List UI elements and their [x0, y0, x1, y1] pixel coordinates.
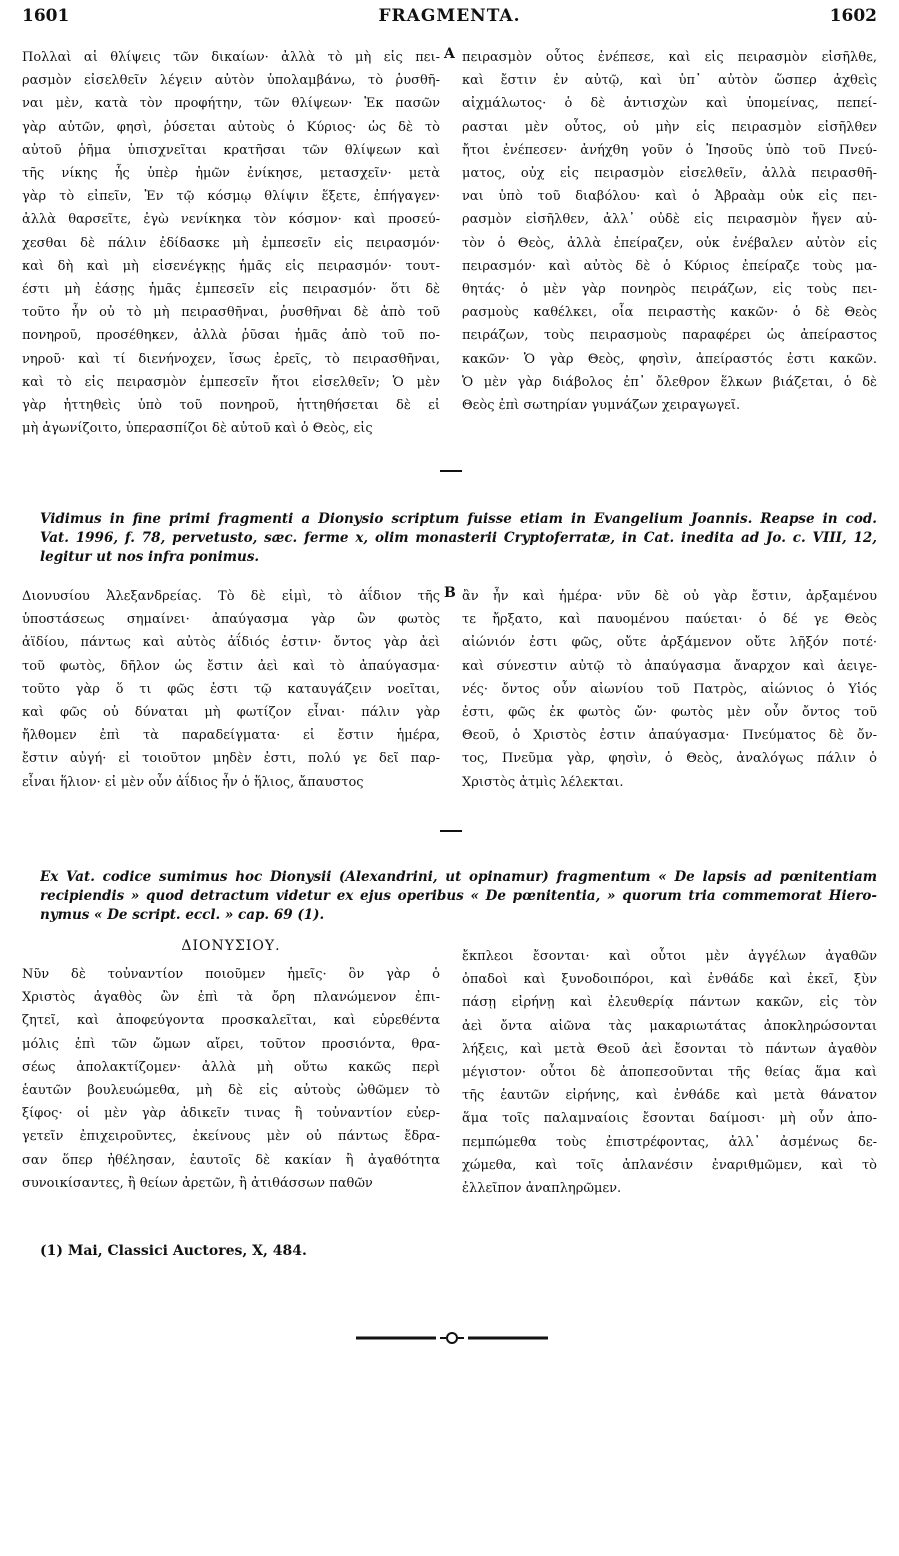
- text-line: πάσῃ εἰρήνῃ καὶ ἐλευθερίᾳ πάντων κακῶν, εἰς τὸν: [462, 995, 877, 1011]
- section-rule-1: [440, 470, 462, 472]
- text-line: ρασμοὺς καθέλκει, οἷα πειραστὴς κακῶν· ὁ δὲ Θεὸς: [462, 305, 877, 321]
- text-line: σέως ἀπολακτίζομεν· ἀλλὰ μὴ οὕτω κακῶς περὶ: [22, 1059, 440, 1075]
- page-number-right: 1602: [829, 6, 877, 26]
- text-line: Νῦν δὲ τοὐναντίον ποιοῦμεν ἡμεῖς· ὃν γὰρ ὁ: [22, 967, 440, 982]
- block2-right-column: [462, 585, 877, 794]
- text-line: τῆς νίκης ἧς ὑπὲρ ἡμῶν ἐνίκησε, μετασχεῖν· μετὰ: [22, 166, 440, 182]
- text-line: Χριστὸς ἀγαθὸς ὢν ἐπὶ τὰ ὄρη πλανώμενον ἐπι-: [22, 990, 440, 1006]
- text-line: ἀεὶ ὄντα αἰῶνα τὰς μακαριωτάτας ἀποκληρώσονται: [462, 1018, 877, 1034]
- text-line: λήξεις, καὶ μετὰ Θεοῦ ἀεὶ ἔσονται τὸ πάντων ἀγαθὸν: [462, 1041, 877, 1057]
- text-line: ὑποστάσεως σημαίνει· ἀπαύγασμα γὰρ ὢν φωτὸς: [22, 612, 440, 628]
- text-line: ἑαυτῶν βουλευώμεθα, μὴ δὲ εἰς αὐτοὺς ὠθῶμεν τὸ: [22, 1083, 440, 1099]
- text-line: τοῦ φωτὸς, δῆλον ὡς ἔστιν ἀεὶ καὶ τὸ ἀπαύγασμα·: [22, 658, 440, 674]
- column-marker-b: B: [444, 585, 456, 601]
- text-line: τε ἤρξατο, καὶ παυομένου παύεται· ὁ δέ γε Θεὸς: [462, 612, 877, 628]
- block1-left-column: [22, 46, 440, 440]
- text-line: ἀϊδίου, πάντως καὶ αὐτὸς ἀΐδιός ἐστιν· ὄντος γὰρ ἀεὶ: [22, 635, 440, 651]
- text-line: εἶναι ἥλιον· εἰ μὲν οὖν ἀΐδιος ἦν ὁ ἥλιος, ἄπαυστος: [22, 774, 364, 790]
- text-line: Ὁ μὲν γὰρ διάβολος ἐπ᾽ ὄλεθρον ἕλκων βιάζεται, ὁ δὲ: [462, 374, 877, 390]
- text-line: πειρασμόν· καὶ αὐτὸς δὲ ὁ Κύριος ἐπείραζε τοὺς μα-: [462, 258, 877, 274]
- ornament-divider: [352, 1330, 552, 1346]
- editorial-note-1: [40, 510, 877, 567]
- text-line: ἐλλεῖπον ἀναπληρῶμεν.: [462, 1181, 622, 1197]
- text-line: χεσθαι δὲ πάλιν ἐδίδασκε μὴ ἐμπεσεῖν εἰς πειρασμόν·: [22, 235, 440, 251]
- text-line: πονηροῦ, προσέθηκεν, ἀλλὰ ῥῦσαι ἡμᾶς ἀπὸ τοῦ πο-: [22, 328, 440, 344]
- text-line: τῆς ἑαυτῶν εἰρήνης, καὶ ἐνθάδε καὶ μετὰ θάνατον: [462, 1088, 877, 1104]
- text-line: καὶ ἔστιν ἐν αὐτῷ, καὶ ὑπ᾽ αὐτὸν ὥσπερ ἀχθεὶς: [462, 73, 877, 89]
- text-line: αἰώνιόν ἐστι φῶς, οὔτε ἀρξάμενον οὔτε λῆξόν ποτέ·: [462, 635, 877, 651]
- text-line: ἐστι, φῶς ἐκ φωτὸς ὤν· φωτὸς μὲν οὖν ὄντος τοῦ: [462, 705, 877, 721]
- note-line: Vidimus in fine primi fragmenti a Dionysio scriptum fuisse etiam in Evangelium Joannis. Reapse in cod.: [40, 511, 877, 527]
- page-header: [22, 6, 877, 36]
- text-line: ἔκπλεοι ἔσονται· καὶ οὗτοι μὲν ἀγγέλων ἀγαθῶν: [462, 949, 877, 964]
- text-line: τοῦτο ἦν οὐ τὸ μὴ πειρασθῆναι, ῥυσθῆναι δὲ ἀπὸ τοῦ: [22, 305, 440, 321]
- text-line: θητάς· ὁ μὲν γὰρ πονηρὸς πειράζων, εἰς τοὺς πει-: [462, 282, 877, 298]
- text-line: νές· ὄντος οὖν αἰωνίου τοῦ Πατρὸς, αἰώνιος ὁ Υἱός: [462, 681, 877, 697]
- text-line: καὶ τὸ εἰς πειρασμὸν ἐμπεσεῖν ἤτοι εἰσελθεῖν; Ὁ μὲν: [22, 374, 440, 390]
- text-line: καὶ φῶς οὐ δύναται μὴ φωτίζον εἶναι· πάλιν γὰρ: [22, 705, 440, 721]
- note-line: legitur ut nos infra ponimus.: [40, 549, 260, 565]
- note-line: Ex Vat. codice sumimus hoc Dionysii (Alexandrini, ut opinamur) fragmentum « De lapsis ad pœnitentiam: [40, 869, 877, 885]
- section-rule-2: [440, 830, 462, 832]
- text-line: Θεὸς ἐπὶ σωτηρίαν γυμνάζων χειραγωγεῖ.: [462, 398, 741, 414]
- block3-left-column: [22, 963, 440, 1195]
- section-heading: ΔΙΟΝΥΣΙΟΥ.: [181, 938, 281, 954]
- text-line: ἤλθομεν ἐπὶ τὰ παραδείγματα· εἰ ἔστιν ἡμέρα,: [22, 728, 440, 744]
- text-line: ρασται μὲν οὗτος, οὐ μὴν εἰς πειρασμὸν εἰσῆλθεν: [462, 119, 877, 135]
- text-line: ἤτοι ἐνέπεσεν· ἀνήχθη γοῦν ὁ Ἰησοῦς ὑπὸ τοῦ Πνεύ-: [462, 142, 877, 158]
- text-line: ὀπαδοὶ καὶ ξυνοδοιπόροι, καὶ ἐνθάδε καὶ ἐκεῖ, ξὺν: [462, 972, 877, 988]
- text-line: ἀλλὰ θαρσεῖτε, ἐγὼ νενίκηκα τὸν κόσμον· καὶ προσεύ-: [22, 212, 440, 228]
- text-line: αὐτοῦ ῥῆμα ὑπισχνεῖται κρατῆσαι τῶν θλίψεων καὶ: [22, 142, 440, 158]
- text-line: ρασμὸν εἰσῆλθεν, ἀλλ᾽ οὐδὲ εἰς πειρασμὸν ἤγεν αὐ-: [462, 212, 877, 228]
- block3-right-column: [462, 945, 877, 1200]
- text-line: νηροῦ· καὶ τί διενήνοχεν, ἴσως ἐρεῖς, τὸ πειρασθῆναι,: [22, 351, 440, 367]
- text-line: σαν ὅπερ ἠθέλησαν, ἑαυτοῖς δὲ κακίαν ἢ ἀγαθότητα: [22, 1152, 440, 1168]
- text-line: ματος, οὐχ εἰς πειρασμὸν εἰσελθεῖν, ἀλλὰ πειρασθῆ-: [462, 166, 877, 182]
- text-line: μέγιστον· οὗτοι δὲ ἀποπεσοῦνται τῆς θείας ἅμα καὶ: [462, 1065, 877, 1081]
- text-line: Θεοῦ, ὁ Χριστὸς ἐστιν ἀπαύγασμα· Πνεύματος δὲ ὄν-: [462, 728, 877, 744]
- text-line: τὸν ὁ Θεὸς, ἀλλὰ ἐπείραζεν, οὐκ ἐνέβαλεν αὐτὸν εἰς: [462, 235, 877, 251]
- text-line: ἂν ἦν καὶ ἡμέρα· νῦν δὲ οὐ γὰρ ἔστιν, ἀρξαμένου: [462, 589, 877, 604]
- text-line: μὴ ἀγωνίζοιτο, ὑπερασπίζοι δὲ αὐτοῦ καὶ ὁ Θεὸς, εἰς: [22, 421, 373, 437]
- note-line: nymus « De script. eccl. » cap. 69 (1).: [40, 907, 325, 923]
- note-line: recipiendis » quod detractum videtur ex ejus operibus « De pœnitentia, » quorum tria commemorat Hiero-: [40, 888, 877, 904]
- text-line: ρασμὸν εἰσελθεῖν λέγειν αὐτὸν ὑπολαμβάνω, τὸ ῥυσθῆ-: [22, 73, 440, 89]
- running-title: FRAGMENTA.: [378, 6, 521, 26]
- block2-left-column: [22, 585, 440, 794]
- text-line: Χριστὸς ἀτμὶς λέλεκται.: [462, 774, 624, 790]
- text-line: γὰρ αὐτῶν, φησὶ, ῥύσεται αὐτοὺς ὁ Κύριος· ὡς δὲ τὸ: [22, 119, 440, 135]
- text-line: γετεῖν ἐπιχειροῦντες, ἐκείνους μὲν οὐ πάντως ἔδρα-: [22, 1129, 440, 1145]
- text-line: ναι ὑπὸ τοῦ διαβόλου· καὶ ὁ Ἀβραὰμ οὐκ εἰς πει-: [462, 189, 877, 205]
- text-line: ἅμα τοῖς παλαμναίοις ἔσονται δαίμοσι· μὴ οὖν ἀπο-: [462, 1111, 877, 1127]
- block1-right-column: [462, 46, 877, 417]
- text-line: ναι μὲν, κατὰ τὸν προφήτην, τῶν θλίψεων· Ἐκ πασῶν: [22, 96, 440, 112]
- text-line: πειρασμὸν οὗτος ἐνέπεσε, καὶ εἰς πειρασμὸν εἰσῆλθε,: [462, 50, 877, 65]
- text-line: ζητεῖ, καὶ ἀποφεύγοντα προσκαλεῖται, καὶ εὑρεθέντα: [22, 1013, 440, 1029]
- column-marker-a: A: [444, 46, 455, 62]
- text-line: τος, Πνεῦμα γὰρ, φησὶν, ὁ Θεὸς, ἀναλόγως πάλιν ὁ: [462, 751, 877, 767]
- text-line: γὰρ ἡττηθεὶς ὑπὸ τοῦ πονηροῦ, ἡττηθήσεται δὲ εἰ: [22, 398, 440, 414]
- note-line: Vat. 1996, f. 78, pervetusto, sæc. ferme x, olim monasterii Cryptoferratæ, in Cat. inedita ad Jo. c. VIII, 12,: [40, 530, 877, 546]
- text-line: πειράζων, τοὺς πειρασμοὺς παραφέρει ὡς ἀπείραστος: [462, 328, 877, 344]
- page-number-left: 1601: [22, 6, 70, 26]
- text-line: τοῦτο γὰρ ὅ τι φῶς ἐστι τῷ καταυγάζειν νοεῖται,: [22, 681, 440, 697]
- editorial-note-2: [40, 868, 877, 925]
- text-line: αἰχμάλωτος· ὁ δὲ ἀντισχὼν καὶ ὑπομείνας, πεπεί-: [462, 96, 877, 112]
- text-line: Διονυσίου Ἀλεξανδρείας. Τὸ δὲ εἰμὶ, τὸ ἀΐδιον τῆς: [22, 589, 440, 604]
- text-line: ἔστιν αὐγή· εἰ τοιοῦτον μηδὲν ἐστι, πολύ γε δεῖ παρ-: [22, 751, 440, 767]
- text-line: πεμπώμεθα τοὺς ἐπιστρέφοντας, ἀλλ᾽ ἀσμένως δε-: [462, 1134, 877, 1150]
- text-line: καὶ δὴ καὶ μὴ εἰσενέγκῃς ἡμᾶς εἰς πειρασμόν· τουτ-: [22, 258, 440, 274]
- text-line: κακῶν· Ὁ γὰρ Θεὸς, φησὶν, ἀπείραστός ἐστι κακῶν.: [462, 351, 877, 367]
- footnote: (1) Mai, Classici Auctores, X, 484.: [40, 1243, 307, 1259]
- text-line: συνοικίσαντες, ἢ θείων ἀρετῶν, ἢ ἀτιθάσσων παθῶν: [22, 1175, 373, 1191]
- text-line: χώμεθα, καὶ τοῖς ἀπλανέσιν ἐναριθμῶμεν, καὶ τὸ: [462, 1157, 877, 1173]
- text-line: γὰρ τὸ εἰπεῖν, Ἐν τῷ κόσμῳ θλίψιν ἕξετε, ἐπήγαγεν·: [22, 189, 440, 205]
- text-line: Πολλαὶ αἱ θλίψεις τῶν δικαίων· ἀλλὰ τὸ μὴ εἰς πει-: [22, 50, 440, 65]
- text-line: καὶ σύνεστιν αὐτῷ τὸ ἀπαύγασμα ἄναρχον καὶ ἀειγε-: [462, 658, 877, 674]
- text-line: ξίφος· οἱ μὲν γὰρ ἀδικεῖν τινας ἢ τοὐναντίον εὐερ-: [22, 1106, 440, 1122]
- text-line: έστι μὴ ἐάσῃς ἡμᾶς ἐμπεσεῖν εἰς πειρασμόν· ὅτι δὲ: [22, 282, 440, 298]
- text-line: μόλις ἐπὶ τῶν ὤμων αἴρει, τοῦτον προσιόντα, θρα-: [22, 1036, 440, 1052]
